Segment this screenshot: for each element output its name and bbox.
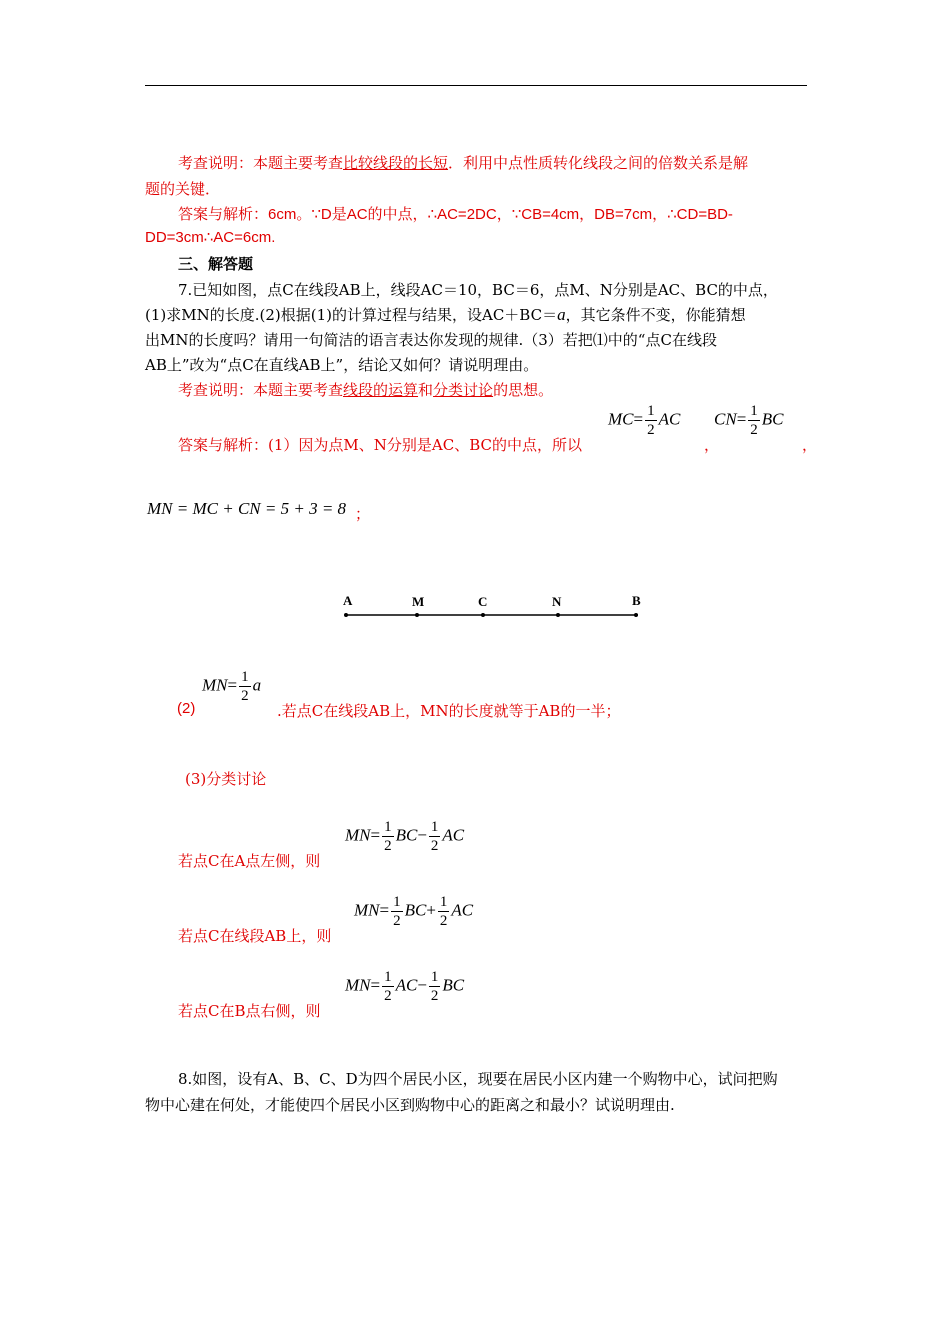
label-b: B: [632, 593, 641, 608]
eq-term: AC: [658, 409, 681, 429]
q6-answer-line2: DD=3cm∴AC=6cm.: [145, 229, 276, 246]
section-title: 三、解答题: [178, 255, 254, 273]
eq-term: AC: [451, 900, 474, 920]
point-b: [634, 613, 638, 617]
frac-den: 2: [439, 913, 448, 929]
eq-mn-sum: MN = MC + CN = 5 + 3 = 8: [147, 499, 347, 518]
eq-cn: [714, 402, 784, 439]
frac-den: 2: [384, 988, 392, 1004]
q7-line1: 7.已知如图，点C在线段AB上，线段AC＝10，BC＝6，点M、N分别是AC、BC的中点，: [178, 281, 778, 299]
frac-den: 2: [647, 422, 655, 438]
eq-sign: =: [633, 409, 644, 429]
frac-den: 2: [430, 838, 439, 854]
frac-num: 1: [384, 819, 392, 835]
eq-term: MN: [345, 975, 371, 995]
eq-term: BC: [395, 825, 418, 845]
eq-sign: =: [370, 825, 381, 845]
case3-text: 若点C在B点右侧，则: [178, 1002, 321, 1020]
eq-mn-half-a: [202, 668, 261, 705]
eq-sign: =: [370, 975, 381, 995]
eq-case1: [345, 818, 464, 855]
eq-case2: [354, 893, 473, 930]
q8-line1: 8.如图，设有A、B、C、D为四个居民小区，现要在居民小区内建一个购物中心，试问把购: [178, 1070, 778, 1088]
fraction-half: [438, 893, 450, 930]
eq-term: BC: [442, 975, 465, 995]
label-a: A: [343, 593, 353, 608]
fraction-half: [391, 893, 403, 930]
semicolon: ；: [355, 505, 371, 523]
frac-num: 1: [393, 894, 401, 910]
point-c: [481, 613, 485, 617]
fraction-half: [382, 818, 394, 855]
eq-term: MN: [345, 825, 371, 845]
frac-num: 1: [439, 894, 448, 910]
fraction-half: [645, 402, 657, 439]
point-a: [344, 613, 348, 617]
frac-num: 1: [430, 819, 439, 835]
exam-link[interactable]: 比较线段的长短: [343, 154, 449, 172]
case1-text: 若点C在A点左侧，则: [178, 852, 321, 870]
frac-num: 1: [430, 969, 439, 985]
minus-sign: −: [417, 825, 427, 845]
eq-sign: =: [379, 900, 390, 920]
exam-and: 和: [418, 381, 434, 399]
segment-diagram: [330, 588, 650, 628]
fraction-half: [429, 968, 441, 1005]
q7-exam-note: [178, 379, 553, 400]
frac-den: 2: [430, 988, 439, 1004]
exam-label: 考查说明：本题主要考查: [178, 154, 344, 172]
eq-term: MN: [202, 675, 228, 695]
label-m: M: [412, 594, 425, 609]
q6-answer-line1: 答案与解析：6cm。∵D是AC的中点，∴AC=2DC，∵CB=4cm，DB=7cm，∴CD=BD-: [178, 206, 733, 223]
part2-text: .若点C在线段AB上，MN的长度就等于AB的一半；: [277, 702, 621, 720]
fraction-half: [429, 818, 441, 855]
q7-line2-text: (1)求MN的长度.(2)根据(1)的计算过程与结果，设AC＋BC＝: [145, 306, 558, 324]
label-n: N: [552, 594, 562, 609]
variable-a: a: [557, 305, 566, 324]
eq-term: BC: [761, 409, 784, 429]
fraction-half: [382, 968, 394, 1005]
fraction-half: [748, 402, 760, 439]
q7-line2: [145, 304, 746, 325]
part3-label: (3)分类讨论: [185, 770, 267, 788]
frac-num: 1: [241, 669, 249, 685]
comma: ，: [704, 436, 720, 454]
frac-den: 2: [393, 913, 401, 929]
q8-line2: 物中心建在何处，才能使四个居民小区到购物中心的距离之和最小？试说明理由.: [145, 1096, 675, 1114]
frac-num: 1: [647, 403, 655, 419]
exam-link-1[interactable]: 线段的运算: [343, 381, 419, 399]
q6-exam-note-cont: 题的关键．: [145, 180, 221, 198]
q7-line4: AB上”改为“点C在直线AB上”，结论又如何？请说明理由。: [145, 356, 539, 374]
label-c: C: [478, 594, 488, 609]
part2-label: (2): [177, 700, 196, 717]
exam-text: ．利用中点性质转化线段之间的倍数关系是解: [448, 154, 749, 172]
exam-label: 考查说明：本题主要考查: [178, 381, 344, 399]
fraction-half: [239, 668, 251, 705]
point-m: [415, 613, 419, 617]
q7-line2-text-b: ，其它条件不变，你能猜想: [565, 306, 746, 324]
case2-text: 若点C在线段AB上，则: [178, 927, 332, 945]
exam-end: 的思想。: [493, 381, 554, 399]
eq-mc: [608, 402, 680, 439]
header-rule: [145, 85, 807, 86]
eq-term: AC: [395, 975, 418, 995]
minus-sign: −: [417, 975, 427, 995]
frac-num: 1: [384, 969, 392, 985]
q7-line3: 出MN的长度吗？请用一句简洁的语言表达你发现的规律.（3）若把⑴中的“点C在线段: [145, 331, 717, 349]
plus-sign: +: [426, 900, 436, 920]
frac-den: 2: [241, 688, 249, 704]
eq-term: MN: [354, 900, 380, 920]
exam-link-2[interactable]: 分类讨论: [433, 381, 494, 399]
frac-num: 1: [750, 403, 758, 419]
eq-term: AC: [442, 825, 465, 845]
eq-sign: =: [736, 409, 747, 429]
eq-term: BC: [404, 900, 427, 920]
point-n: [556, 613, 560, 617]
eq-term: CN: [714, 409, 737, 429]
frac-den: 2: [750, 422, 758, 438]
eq-sign: =: [227, 675, 238, 695]
q7-answer-intro: 答案与解析：(1）因为点M、N分别是AC、BC的中点，所以: [178, 436, 582, 454]
q6-exam-note: [178, 152, 748, 173]
eq-case3: [345, 968, 464, 1005]
variable-a: a: [252, 675, 262, 695]
comma: ，: [802, 436, 818, 454]
frac-den: 2: [384, 838, 392, 854]
eq-term: MC: [608, 409, 634, 429]
